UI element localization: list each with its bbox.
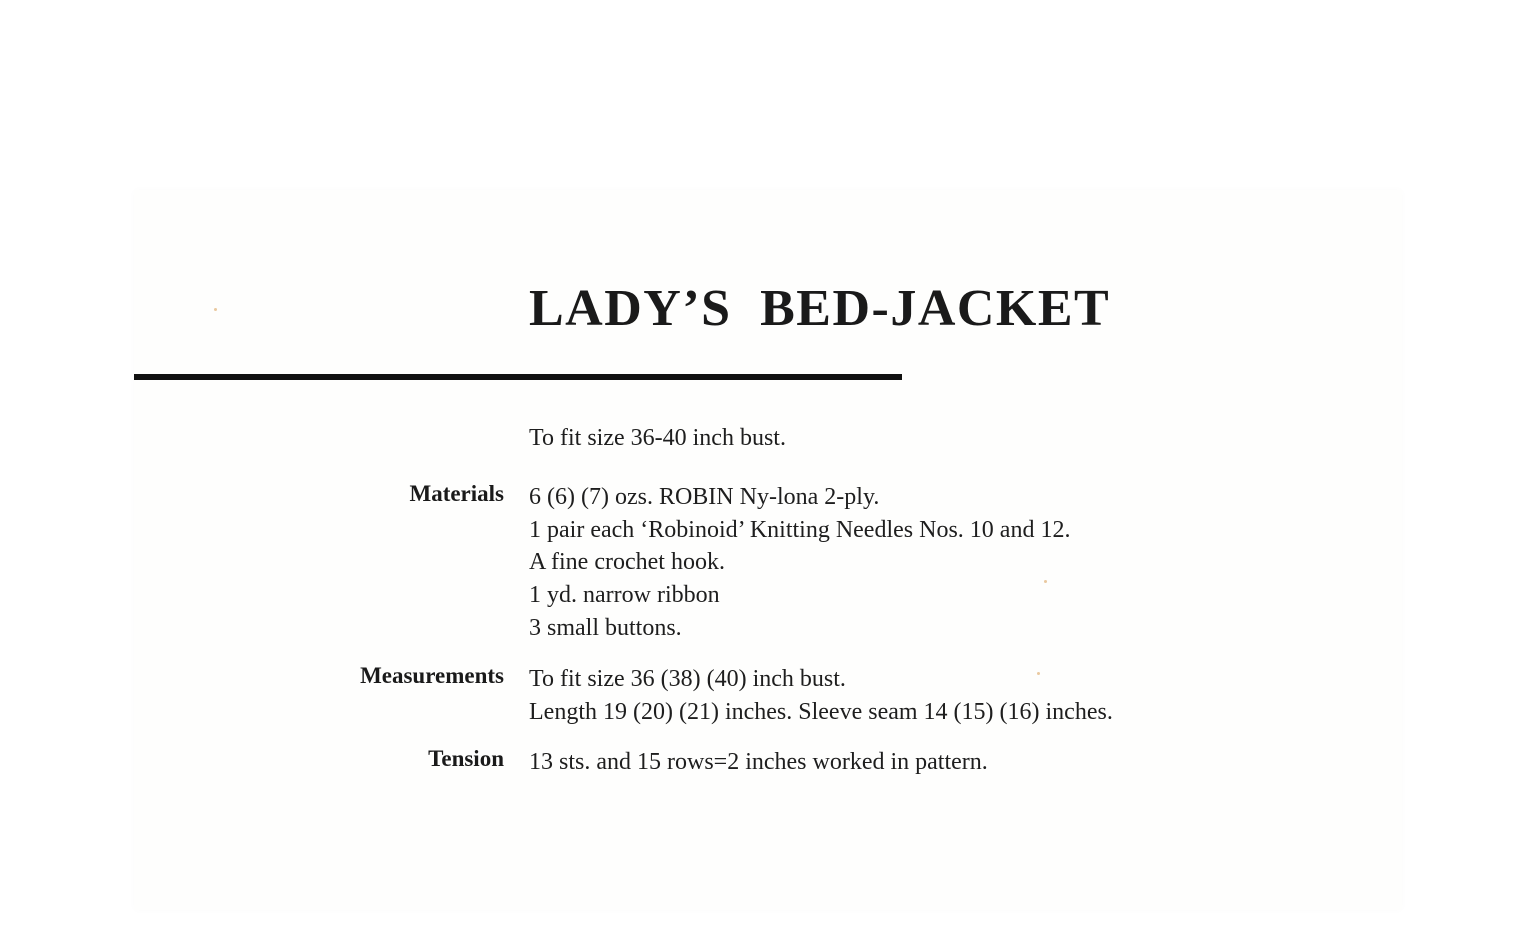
page-title: LADY’S BED-JACKET: [529, 280, 1111, 337]
title-rule-divider: [134, 374, 902, 380]
list-item: 1 pair each ‘Robinoid’ Knitting Needles Nos. 10 and 12.: [529, 516, 1071, 543]
list-item: 1 yd. narrow ribbon: [529, 582, 720, 609]
tension-label: Tension: [428, 746, 504, 771]
measurements-list: [529, 663, 1113, 728]
list-item: 3 small buttons.: [529, 614, 682, 641]
list-item: Length 19 (20) (21) inches. Sleeve seam 14 (15) (16) inches.: [529, 698, 1113, 725]
intro-text: To fit size 36-40 inch bust.: [529, 425, 786, 451]
list-item: 6 (6) (7) ozs. ROBIN Ny-lona 2-ply.: [529, 484, 880, 510]
materials-label: Materials: [409, 481, 504, 506]
tension-list: [529, 746, 988, 779]
list-item: A fine crochet hook.: [529, 549, 725, 576]
measurements-label: Measurements: [360, 663, 504, 688]
paper-speck: [214, 308, 217, 311]
materials-list: [529, 481, 1070, 644]
list-item: 13 sts. and 15 rows=2 inches worked in pattern.: [529, 749, 988, 775]
list-item: To fit size 36 (38) (40) inch bust.: [529, 666, 846, 692]
